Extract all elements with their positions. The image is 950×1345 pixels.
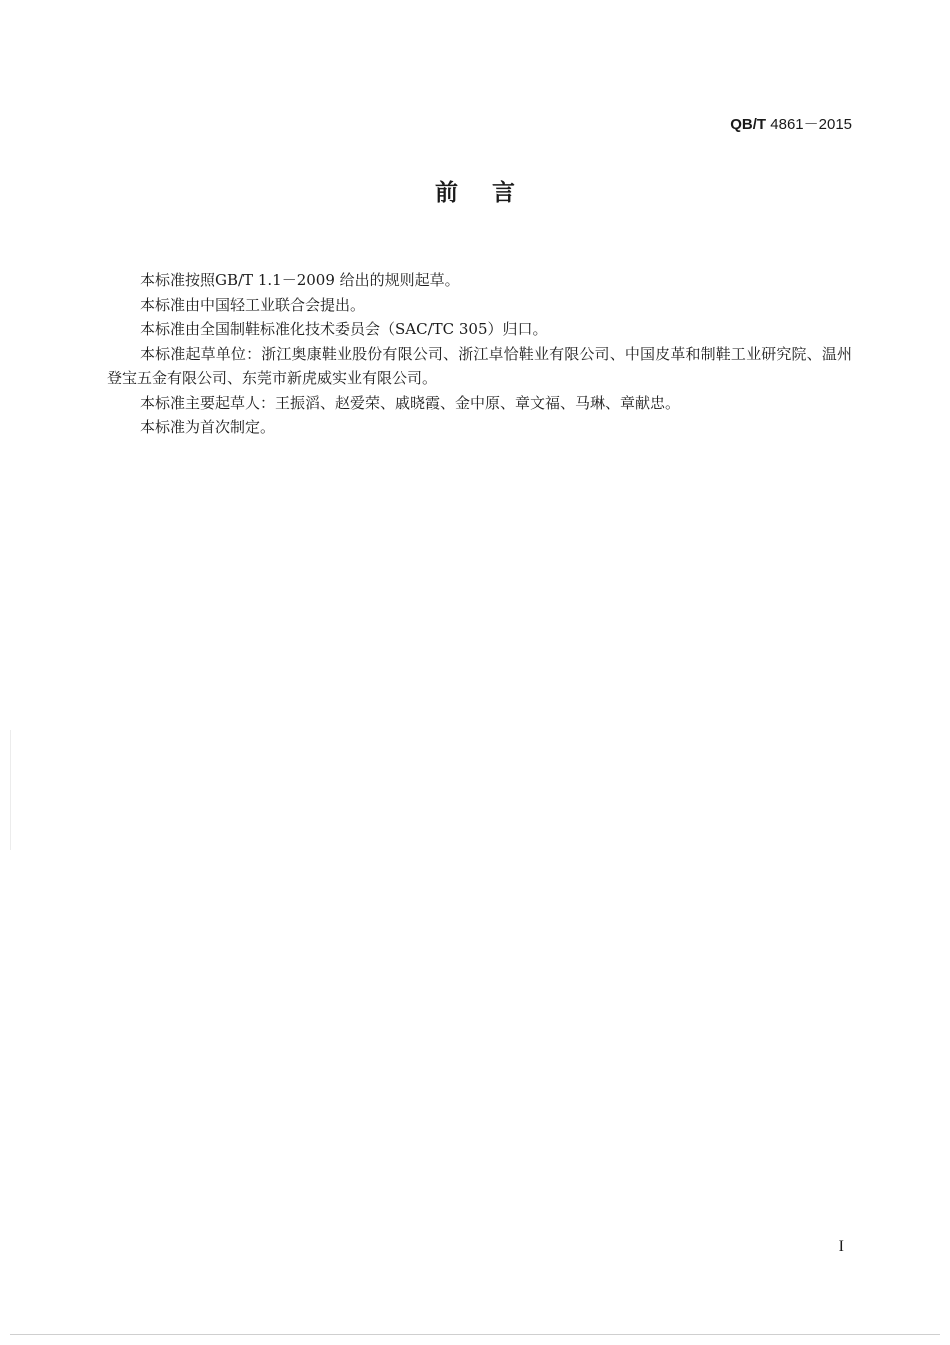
standard-number — [730, 113, 852, 134]
paragraph-first-edition: 本标准为首次制定。 — [140, 418, 276, 436]
bottom-edge-line — [10, 1334, 940, 1335]
paragraph-drafters: 本标准主要起草人：王振滔、赵爱荣、戚晓霞、金中原、章文福、马琳、章献忠。 — [140, 393, 681, 412]
scan-edge-mark — [10, 730, 11, 850]
foreword-body — [107, 268, 852, 440]
standard-prefix: QB/T — [730, 116, 767, 133]
paragraph-drafting-units: 本标准起草单位：浙江奥康鞋业股份有限公司、浙江卓恰鞋业有限公司、中国皮革和制鞋工业研究院、温州登宝五金有限公司、东莞市新虎威实业有限公司。 — [107, 344, 852, 387]
paragraph-committee: 本标准由全国制鞋标准化技术委员会（SAC/TC 305）归口。 — [140, 320, 548, 338]
page-number: I — [838, 1238, 844, 1255]
paragraph-drafting-rules: 本标准按照GB/T 1.1－2009 给出的规则起草。 — [140, 271, 460, 289]
standard-code: 4861－2015 — [766, 116, 852, 133]
page-title: 前言 — [435, 180, 549, 206]
paragraph-proposer: 本标准由中国轻工业联合会提出。 — [140, 295, 366, 314]
